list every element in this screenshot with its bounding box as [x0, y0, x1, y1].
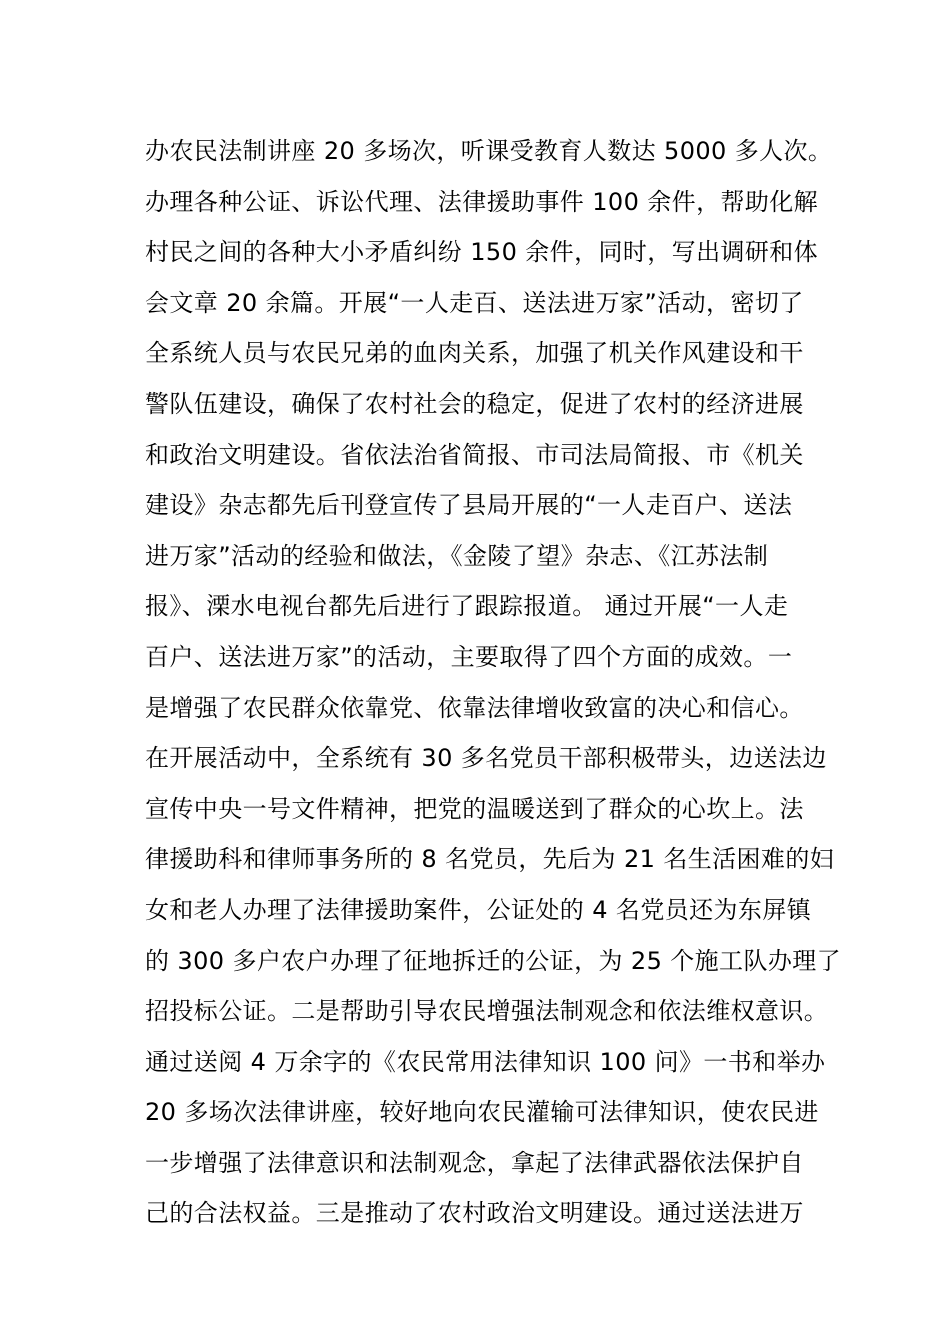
text-line: 宣传中央一号文件精神，把党的温暖送到了群众的心坎上。法 [145, 794, 804, 823]
text-line: 全系统人员与农民兄弟的血肉关系，加强了机关作风建设和干 [145, 339, 804, 368]
text-line: 通过送阅 4 万余字的《农民常用法律知识 100 问》一书和举办 [145, 1047, 826, 1076]
text-line: 的 300 多户农户办理了征地拆迁的公证，为 25 个施工队办理了 [145, 946, 842, 975]
text-line: 律援助科和律师事务所的 8 名党员，先后为 21 名生活困难的妇 [145, 845, 835, 874]
text-line: 办理各种公证、诉讼代理、法律援助事件 100 余件，帮助化解 [145, 187, 819, 216]
text-line: 会文章 20 余篇。开展“一人走百、送法进万家”活动，密切了 [145, 288, 804, 317]
text-line: 建设》杂志都先后刊登宣传了县局开展的“一人走百户、送法 [145, 491, 793, 520]
text-line: 己的合法权益。三是推动了农村政治文明建设。通过送法进万 [145, 1199, 804, 1228]
text-line: 女和老人办理了法律援助案件，公证处的 4 名党员还为东屏镇 [145, 895, 812, 924]
text-line: 百户、送法进万家”的活动，主要取得了四个方面的成效。一 [145, 642, 793, 671]
text-line: 和政治文明建设。省依法治省简报、市司法局简报、市《机关 [145, 440, 804, 469]
text-line: 招投标公证。二是帮助引导农民增强法制观念和依法维权意识。 [145, 997, 829, 1026]
text-line: 报》、溧水电视台都先后进行了跟踪报道。 通过开展“一人走 [145, 592, 789, 621]
text-line: 办农民法制讲座 20 多场次，听课受教育人数达 5000 多人次。 [145, 137, 833, 165]
text-line: 是增强了农民群众依靠党、依靠法律增收致富的决心和信心。 [145, 693, 804, 722]
text-line: 20 多场次法律讲座，较好地向农民灌输可法律知识，使农民进 [145, 1098, 819, 1127]
text-line: 警队伍建设，确保了农村社会的稳定，促进了农村的经济进展 [145, 389, 804, 418]
text-line: 进万家”活动的经验和做法，《金陵了望》杂志、《江苏法制 [145, 541, 769, 570]
text-line: 村民之间的各种大小矛盾纠纷 150 余件，同时，写出调研和体 [145, 238, 819, 267]
text-line: 在开展活动中，全系统有 30 多名党员干部积极带头，边送法边 [145, 744, 827, 773]
text-line: 一步增强了法律意识和法制观念，拿起了法律武器依法保护自 [145, 1148, 804, 1177]
body-text [145, 126, 842, 1239]
